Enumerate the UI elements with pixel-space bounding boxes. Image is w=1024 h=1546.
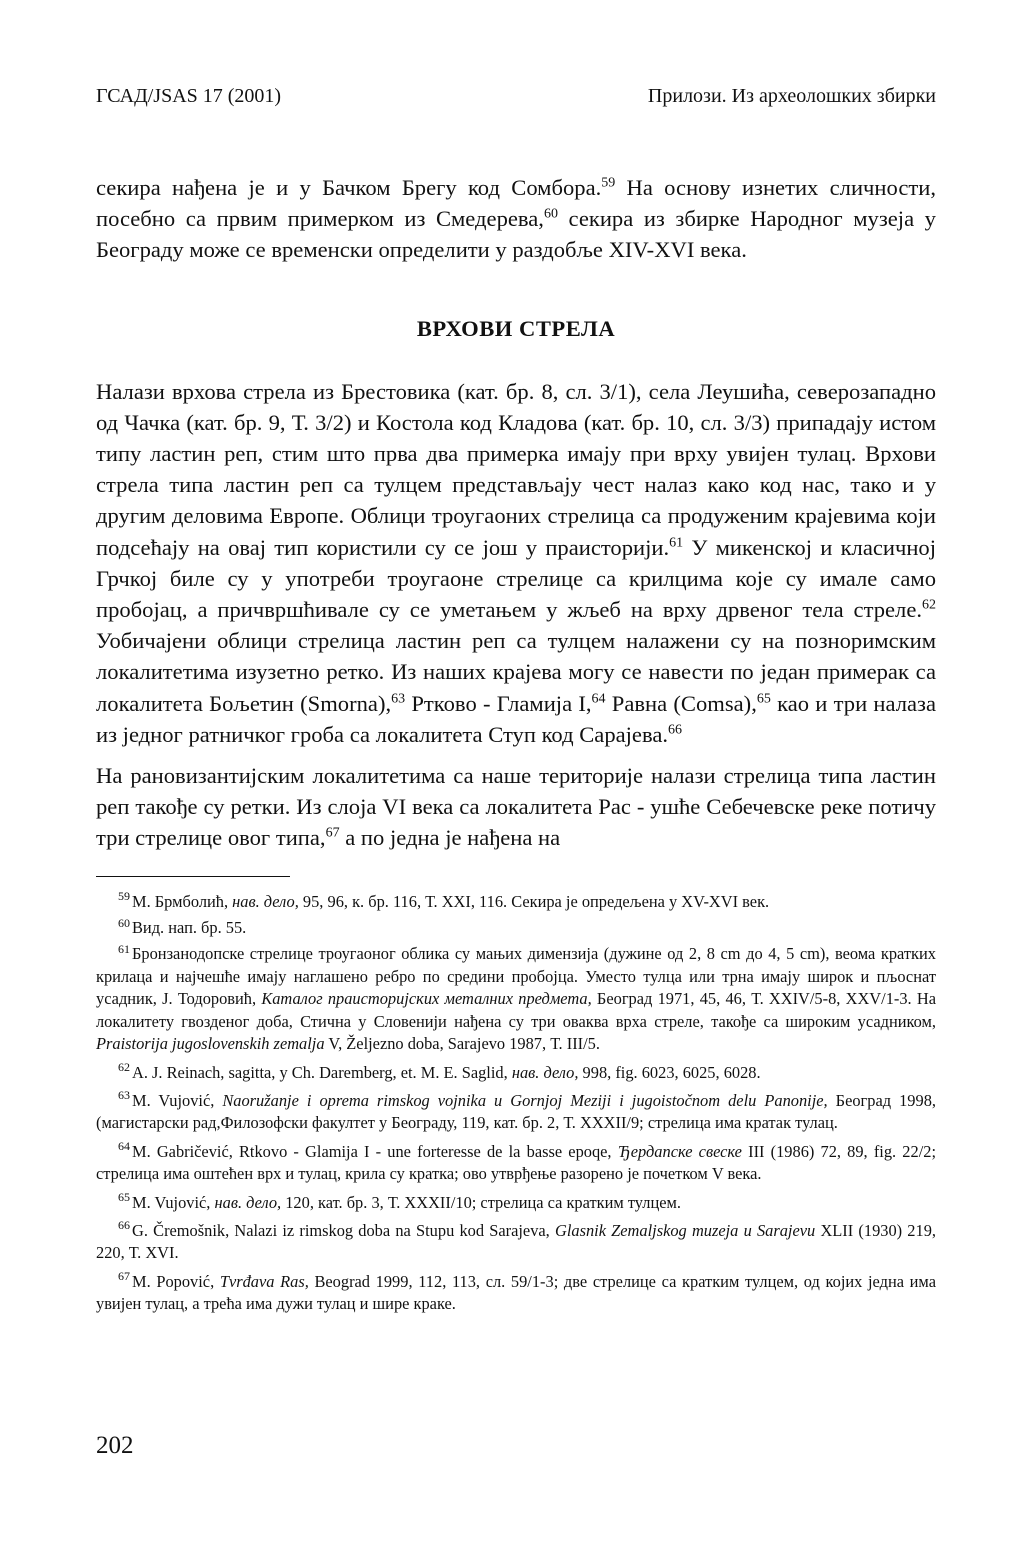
p2-text-2: а по једна је нађена на	[339, 825, 561, 851]
footnote-ref-66: 66	[668, 722, 682, 738]
footnote-number: 61	[118, 942, 130, 956]
footnote-number: 62	[118, 1060, 130, 1075]
footnote-italic: нав. дело,	[214, 1192, 282, 1212]
p1-text-4: Ртково - Гламија I,	[405, 690, 592, 716]
footnote-64	[96, 1141, 936, 1186]
footnote-ref-59: 59	[601, 175, 616, 191]
footnote-number: 59	[118, 889, 130, 904]
footnote-ref-67: 67	[325, 825, 340, 841]
footnote-62	[96, 1062, 936, 1084]
footnote-ref-60: 60	[543, 206, 558, 222]
footnote-number: 60	[118, 915, 130, 930]
running-head-left: ГСАД/JSAS 17 (2001)	[96, 85, 282, 107]
intro-paragraph	[96, 172, 936, 266]
footnote-italic: Praistorija jugoslovenskih zemalja	[96, 1034, 325, 1054]
p1-text-5: Равна (Comsa),	[605, 690, 757, 716]
running-head-right: Прилози. Из археолошких збирки	[647, 85, 936, 107]
footnote-text: M. Gabričević, Rtkovo - Glamija I - une forteresse de la basse epoqe,	[132, 1141, 618, 1161]
footnote-italic: Ђердапске свеске	[617, 1141, 742, 1161]
footnote-number: 65	[118, 1190, 130, 1205]
section-title: ВРХОВИ СТРЕЛА	[416, 315, 616, 341]
footnote-text: M. Vujović,	[132, 1192, 215, 1212]
footnote-63	[96, 1090, 936, 1135]
intro-text-a: секира нађена је и у Бачком Брегу код Сомбора.	[96, 175, 602, 200]
footnote-text: III (1986) 72, 89, fig. 22/2; стрелица има оштећен врх и тулац, крила су кратка; ово утврђење разорено је почетком V века.	[96, 1141, 936, 1184]
footnote-italic: Glasnik Zemaljskog muzeja u Sarajevu	[554, 1220, 816, 1240]
footnote-italic: нав. дело,	[232, 891, 299, 911]
footnote-66	[96, 1220, 936, 1265]
footnote-59	[96, 891, 936, 913]
footnote-rule	[96, 876, 290, 877]
footnote-text: M. Vujović,	[132, 1090, 223, 1110]
footnote-ref-64: 64	[591, 691, 606, 707]
running-head	[96, 84, 936, 108]
footnote-ref-65: 65	[756, 691, 771, 707]
footnote-text: XLII (1930) 219, 220, Т. XVI.	[96, 1220, 936, 1263]
footnote-ref-61: 61	[669, 535, 684, 551]
footnote-text: Вид. нап. бр. 55.	[132, 918, 247, 938]
p1-text-1: Налази врхова стрела из Брестовика (кат. бр. 8, сл. 3/1), села Леушића, северозападно од Чачка (кат. бр. 9, Т. 3/2) и Костола код Кладова (кат. бр. 10, сл. 3/3) припадају истом типу ластин реп, стим што прва два примерка имају при врху увијен тулац. Врхови стрела типа ластин реп са тулцем представљају чест налаз како код нас, тако и у другим деловима Европе. Облици троугаоних стрелица са продуженим крајевима који подсећају на овај тип користили су се још у праисторији.	[96, 378, 936, 560]
footnote-italic: Naoružanje i oprema rimskog vojnika u Gornjoj Meziji i jugoistočnom delu Panonije,	[222, 1090, 828, 1110]
p1-text-6: као и три налаза из једног ратничког гроба са локалитета Ступ код Сарајева.	[96, 690, 936, 747]
footnote-text: М. Брмболић,	[132, 891, 233, 911]
footnote-text: V, Željezno doba, Sarajevo 1987, Т. III/5.	[324, 1034, 600, 1054]
footnote-text: 95, 96, к. бр. 116, Т. XXI, 116. Секира је опредељена у XV-XVI век.	[298, 891, 770, 911]
footnote-text: M. Popović,	[132, 1271, 220, 1291]
body-paragraph-1	[96, 376, 936, 750]
intro-text-b: На основу изнетих сличности, посебно са првим примерком из Смедерева,	[96, 175, 936, 232]
footnote-text: 120, кат. бр. 3, Т. XXXII/10; стрелица са кратким тулцем.	[281, 1192, 681, 1212]
footnote-text: Beograd 1999, 112, 113, сл. 59/1-3; две стрелице са кратким тулцем, од којих једна има увијен тулац, а трећа има дужи тулац и шире краке.	[96, 1271, 936, 1314]
footnote-text: G. Čremošnik, Nalazi iz rimskog doba na Stupu kod Sarajeva,	[132, 1220, 555, 1240]
p2-text-1: На рановизантијским локалитетима са наше територије налази стрелица типа ластин реп такође су ретки. Из слоја VI века са локалитета Рас - ушће Себечевске реке потичу три стрелице овог типа,	[96, 763, 936, 851]
footnote-number: 66	[118, 1218, 130, 1233]
page-number: 202	[96, 1432, 134, 1459]
footnote-text: Београд 1971, 45, 46, Т. XXIV/5-8, XXV/1-3. На локалитету гвозденог доба, Стична у Словенији нађена су три оваква врха стреле, такође са широким усадником,	[96, 989, 936, 1031]
footnote-italic: нав. дело,	[511, 1062, 579, 1082]
footnote-number: 63	[118, 1088, 130, 1103]
p1-text-2: У микенској и класичној Грчкој биле су у употреби троугаоне стрелице са крилцима које су имале само пробојац, а причвршћивале су се уметањем у жљеб на врху дрвеног тела стреле.	[96, 534, 936, 623]
footnote-text: Београд 1998, (магистарски рад,Филозофски факултет у Београду, 119, кат. бр. 2, Т. XXXII/9; стрелица има кратак тулац.	[96, 1090, 936, 1133]
footnote-italic: Tvrđava Ras,	[219, 1271, 309, 1291]
footnote-number: 64	[118, 1139, 130, 1154]
footnote-ref-63: 63	[391, 691, 406, 707]
footnote-number: 67	[118, 1269, 130, 1284]
footnote-text: 998, fig. 6023, 6025, 6028.	[578, 1062, 761, 1082]
footnote-61	[96, 943, 936, 1055]
p1-text-3: Уобичајени облици стрелица ластин реп са тулцем налажени су на позноримским локалитетима изузетно ретко. Из наших крајева могу се навести по један примерак са локалитета Бољетин (Smorna),	[96, 628, 936, 716]
footnote-67	[96, 1271, 936, 1316]
page	[96, 84, 936, 1316]
footnotes	[96, 891, 936, 1316]
footnote-ref-62: 62	[922, 597, 936, 613]
footnote-text: Бронзанодопске стрелице троугаоног облика су мањих димензија (дужине од 2, 8 cm до 4, 5 cm), веома кратких крилаца и најчешће имају наглашено ребро по средини пробојца. Уместо тулца или трна имају широк и пљоснат усадник, Ј. Тодоровић,	[96, 944, 936, 1009]
intro-text-c: секира из збирке Народног музеја у Београду може се временски определити у раздобље XIV-XVI века.	[96, 206, 936, 263]
footnote-italic: Каталог праисторијских металних предмета,	[261, 989, 592, 1009]
body-paragraph-2	[96, 760, 936, 854]
footnote-text: A. J. Reinach, sagitta, у Ch. Daremberg, et. M. E. Saglid,	[132, 1062, 512, 1082]
footnote-65	[96, 1192, 936, 1214]
footnote-60	[96, 917, 936, 939]
